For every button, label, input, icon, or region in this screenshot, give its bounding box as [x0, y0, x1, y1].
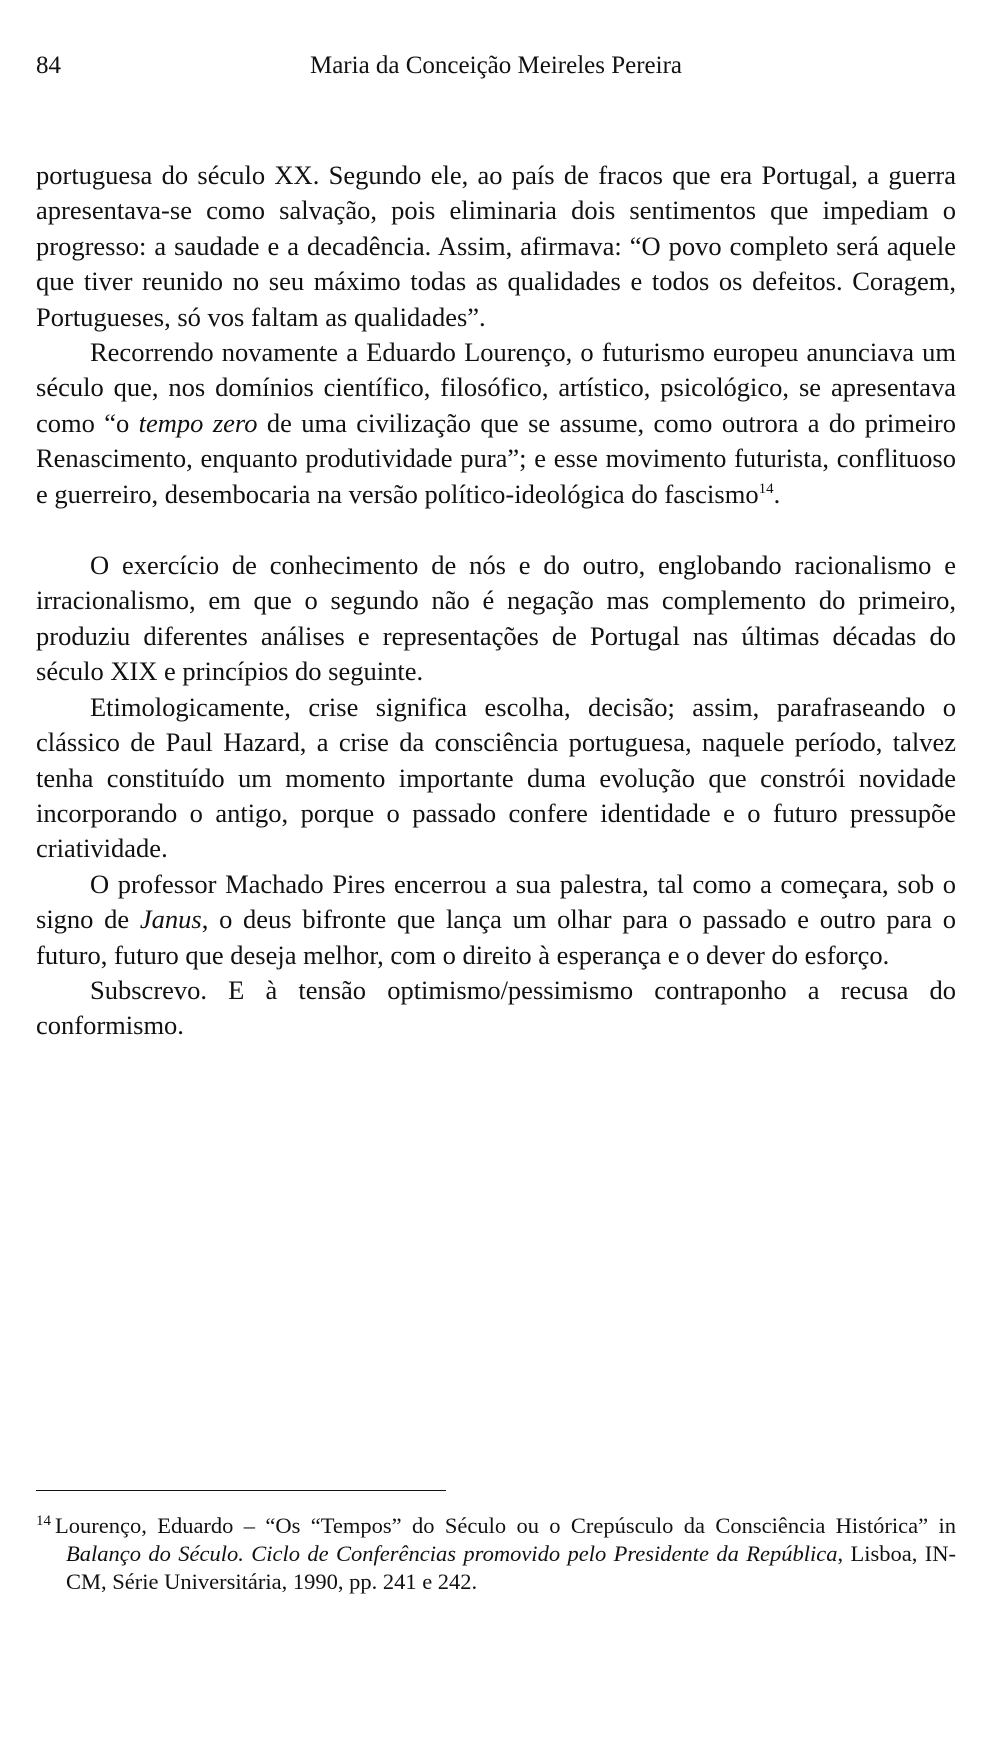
- paragraph-2-text: Recorrendo novamente a Eduardo Lourenço, o futurismo europeu anunciava um século que, nos domínios científico, filosófico, artístico, psicológico, se apresentava como “o: [36, 337, 956, 438]
- footnote: [36, 1512, 956, 1596]
- paragraph-5-italic: Janus: [139, 904, 202, 935]
- paragraph-2-text-cont: de uma civilização que se assume, como outrora a do primeiro Renascimento, enquanto produtividade pura”; e esse movimento futurista, conflituoso e guerreiro, desembocaria na versão político-ideológica do fascismo: [36, 407, 957, 509]
- paragraph-5-text: O professor Machado Pires encerrou a sua palestra, tal como a começara, sob o signo de: [36, 868, 956, 935]
- paragraph-2-end: .: [773, 478, 781, 509]
- page-header: [36, 52, 956, 86]
- paragraph-2-italic: tempo zero: [138, 407, 258, 438]
- footnote-separator: [36, 1490, 446, 1491]
- paragraph-2: [36, 335, 956, 512]
- footnote-text-cont: , Lisboa, IN-CM, Série Universitária, 1990, pp. 241 e 242.: [66, 1541, 956, 1594]
- page-number: 84: [36, 52, 61, 79]
- paragraph-1: portuguesa do século XX. Segundo ele, ao país de fracos que era Portugal, a guerra apresentava-se como salvação, pois eliminaria dois sentimentos que impediam o progresso: a saudade e a decadência. Assim, afirmava: “O povo completo será aquele que tiver reunido no seu máximo todas as qualidades e todos os defeitos. Coragem, Portugueses, só vos faltam as qualidades”.: [36, 160, 956, 332]
- footnote-italic: Balanço do Século. Ciclo de Conferências promovido pelo Presidente da República: [66, 1541, 838, 1566]
- footnote-number: 14: [36, 1512, 51, 1529]
- footnote-reference[interactable]: 14: [758, 480, 774, 497]
- paragraph-5: [36, 867, 956, 973]
- paragraph-6: Subscrevo. E à tensão optimismo/pessimismo contraponho a recusa do conformismo.: [36, 974, 956, 1041]
- body-text: [36, 158, 956, 1044]
- running-head: Maria da Conceição Meireles Pereira: [309, 52, 683, 79]
- paragraph-5-text-cont: , o deus bifronte que lança um olhar para o passado e outro para o futuro, futuro que deseja melhor, com o direito à esperança e o dever do esforço.: [36, 904, 956, 970]
- paragraph-3: O exercício de conhecimento de nós e do outro, englobando racionalismo e irracionalismo, em que o segundo não é negação mas complemento do primeiro, produziu diferentes análises e representações de Portugal nas últimas décadas do século XIX e princípios do seguinte.: [36, 550, 956, 687]
- paragraph-4: Etimologicamente, crise significa escolha, decisão; assim, parafraseando o clássico de Paul Hazard, a crise da consciência portuguesa, naquele período, talvez tenha constituído um momento importante duma evolução que constrói novidade incorporando o antigo, porque o passado confere identidade e o futuro pressupõe criatividade.: [36, 691, 956, 864]
- footnote-text: Lourenço, Eduardo – “Os “Tempos” do Século ou o Crepúsculo da Consciência Histórica” in: [55, 1513, 956, 1538]
- footnote-14: [36, 1512, 956, 1596]
